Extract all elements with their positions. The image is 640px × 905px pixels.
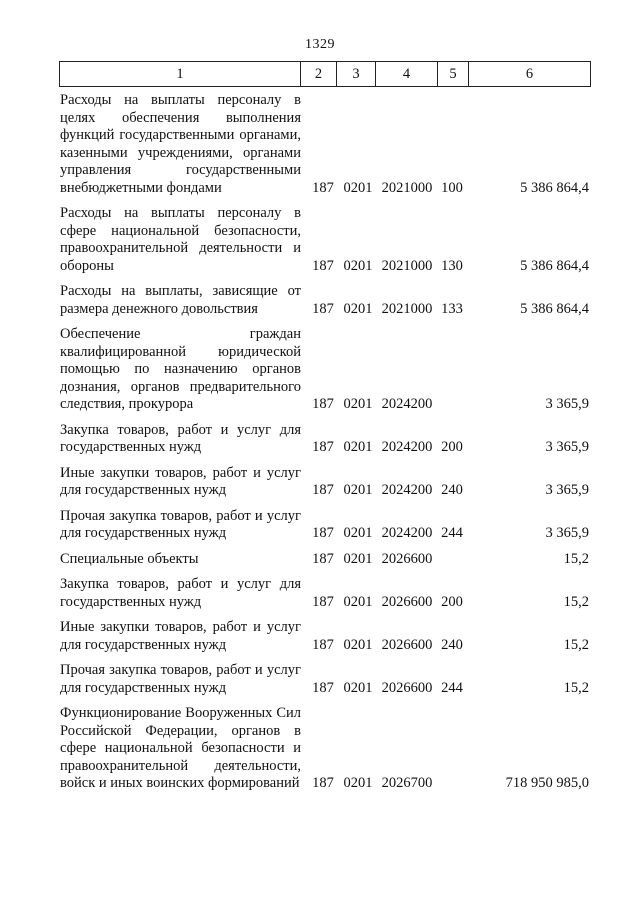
row-code-2: 187 bbox=[312, 482, 334, 498]
row-amount: 15,2 bbox=[563, 550, 589, 567]
row-code-2: 187 bbox=[312, 550, 334, 567]
table-row bbox=[59, 465, 589, 500]
header-col-4: 4 bbox=[376, 62, 438, 87]
table-row bbox=[59, 551, 589, 569]
header-col-3: 3 bbox=[337, 62, 376, 87]
row-description: Иные закупки товаров, работ и услуг для государственных нужд bbox=[60, 464, 301, 498]
row-description: Иные закупки товаров, работ и услуг для государственных нужд bbox=[60, 619, 301, 653]
row-amount: 3 365,9 bbox=[545, 525, 589, 541]
table-header bbox=[59, 61, 591, 87]
row-code-4: 2024200 bbox=[381, 482, 433, 498]
table-body bbox=[59, 92, 589, 801]
row-code-2: 187 bbox=[312, 636, 334, 653]
header-col-1: 1 bbox=[60, 62, 301, 87]
row-description: Функционирование Вооруженных Сил Российской Федерации, органов в сфере национальной безопасности и правоохранительной деятельности, войск и иных воинских формирований bbox=[60, 705, 301, 791]
table-row bbox=[59, 283, 589, 318]
row-code-2: 187 bbox=[312, 593, 334, 610]
table-row bbox=[59, 705, 589, 793]
row-code-3: 0201 bbox=[343, 439, 373, 455]
row-code-2: 187 bbox=[312, 525, 334, 541]
table-header-row bbox=[60, 62, 591, 87]
row-code-4: 2024200 bbox=[381, 396, 433, 412]
row-description: Расходы на выплаты, зависящие от размера денежного довольствия bbox=[60, 283, 301, 317]
row-amount: 718 950 985,0 bbox=[505, 775, 589, 791]
row-code-5: 130 bbox=[441, 257, 463, 274]
row-amount: 15,2 bbox=[563, 636, 589, 653]
row-code-5: 200 bbox=[441, 439, 463, 455]
header-col-6: 6 bbox=[469, 62, 591, 87]
row-code-5: 200 bbox=[441, 593, 463, 610]
row-code-4: 2026600 bbox=[381, 679, 433, 696]
row-code-4: 2021000 bbox=[381, 300, 433, 317]
row-code-3: 0201 bbox=[343, 257, 373, 274]
table-row bbox=[59, 422, 589, 457]
row-code-3: 0201 bbox=[343, 482, 373, 498]
row-description: Закупка товаров, работ и услуг для государственных нужд bbox=[60, 421, 301, 455]
row-code-4: 2026600 bbox=[381, 550, 433, 567]
row-amount: 15,2 bbox=[563, 679, 589, 696]
header-col-5: 5 bbox=[438, 62, 469, 87]
row-code-5: 244 bbox=[441, 525, 463, 541]
row-code-5: 240 bbox=[441, 636, 463, 653]
row-description: Закупка товаров, работ и услуг для государственных нужд bbox=[60, 576, 301, 610]
row-code-5: 240 bbox=[441, 482, 463, 498]
row-description: Расходы на выплаты персоналу в целях обеспечения выполнения функций государственными органами, казенными учреждениями, органами управления государственными внебюджетными фондами bbox=[60, 92, 301, 196]
row-code-2: 187 bbox=[312, 396, 334, 412]
row-description: Обеспечение граждан квалифицированной юридической помощью по назначению органов дознания, органов предварительного следствия, прокурора bbox=[60, 326, 301, 412]
row-code-3: 0201 bbox=[343, 636, 373, 653]
table-row bbox=[59, 508, 589, 543]
row-code-5: 133 bbox=[441, 300, 463, 317]
row-code-3: 0201 bbox=[343, 679, 373, 696]
row-description: Специальные объекты bbox=[60, 550, 199, 567]
row-amount: 15,2 bbox=[563, 593, 589, 610]
row-code-4: 2024200 bbox=[381, 525, 433, 541]
table-row bbox=[59, 92, 589, 197]
row-amount: 3 365,9 bbox=[545, 482, 589, 498]
row-code-2: 187 bbox=[312, 179, 334, 196]
row-code-4: 2021000 bbox=[381, 257, 433, 274]
row-amount: 5 386 864,4 bbox=[520, 300, 589, 317]
row-amount: 3 365,9 bbox=[545, 439, 589, 455]
row-code-4: 2021000 bbox=[381, 179, 433, 196]
row-code-3: 0201 bbox=[343, 525, 373, 541]
table-row bbox=[59, 662, 589, 697]
row-code-2: 187 bbox=[312, 257, 334, 274]
row-code-3: 0201 bbox=[343, 179, 373, 196]
row-amount: 5 386 864,4 bbox=[520, 179, 589, 196]
page-number: 1329 bbox=[305, 37, 335, 52]
row-code-3: 0201 bbox=[343, 300, 373, 317]
row-code-2: 187 bbox=[312, 775, 334, 791]
table-row bbox=[59, 326, 589, 414]
row-code-4: 2026600 bbox=[381, 593, 433, 610]
row-code-2: 187 bbox=[312, 439, 334, 455]
row-code-3: 0201 bbox=[343, 775, 373, 791]
row-code-2: 187 bbox=[312, 679, 334, 696]
row-code-4: 2024200 bbox=[381, 439, 433, 455]
row-code-3: 0201 bbox=[343, 550, 373, 567]
row-amount: 5 386 864,4 bbox=[520, 257, 589, 274]
table-row bbox=[59, 576, 589, 611]
row-code-2: 187 bbox=[312, 300, 334, 317]
header-col-2: 2 bbox=[301, 62, 337, 87]
row-description: Прочая закупка товаров, работ и услуг для государственных нужд bbox=[60, 507, 301, 541]
row-description: Расходы на выплаты персоналу в сфере национальной безопасности, правоохранительной деятельности и обороны bbox=[60, 205, 301, 274]
table-row bbox=[59, 205, 589, 275]
row-code-5: 244 bbox=[441, 679, 463, 696]
row-code-5: 100 bbox=[441, 179, 463, 196]
row-amount: 3 365,9 bbox=[545, 396, 589, 412]
row-description: Прочая закупка товаров, работ и услуг для государственных нужд bbox=[60, 662, 301, 696]
row-code-3: 0201 bbox=[343, 593, 373, 610]
row-code-3: 0201 bbox=[343, 396, 373, 412]
row-code-4: 2026700 bbox=[381, 775, 433, 791]
row-code-4: 2026600 bbox=[381, 636, 433, 653]
table-row bbox=[59, 619, 589, 654]
